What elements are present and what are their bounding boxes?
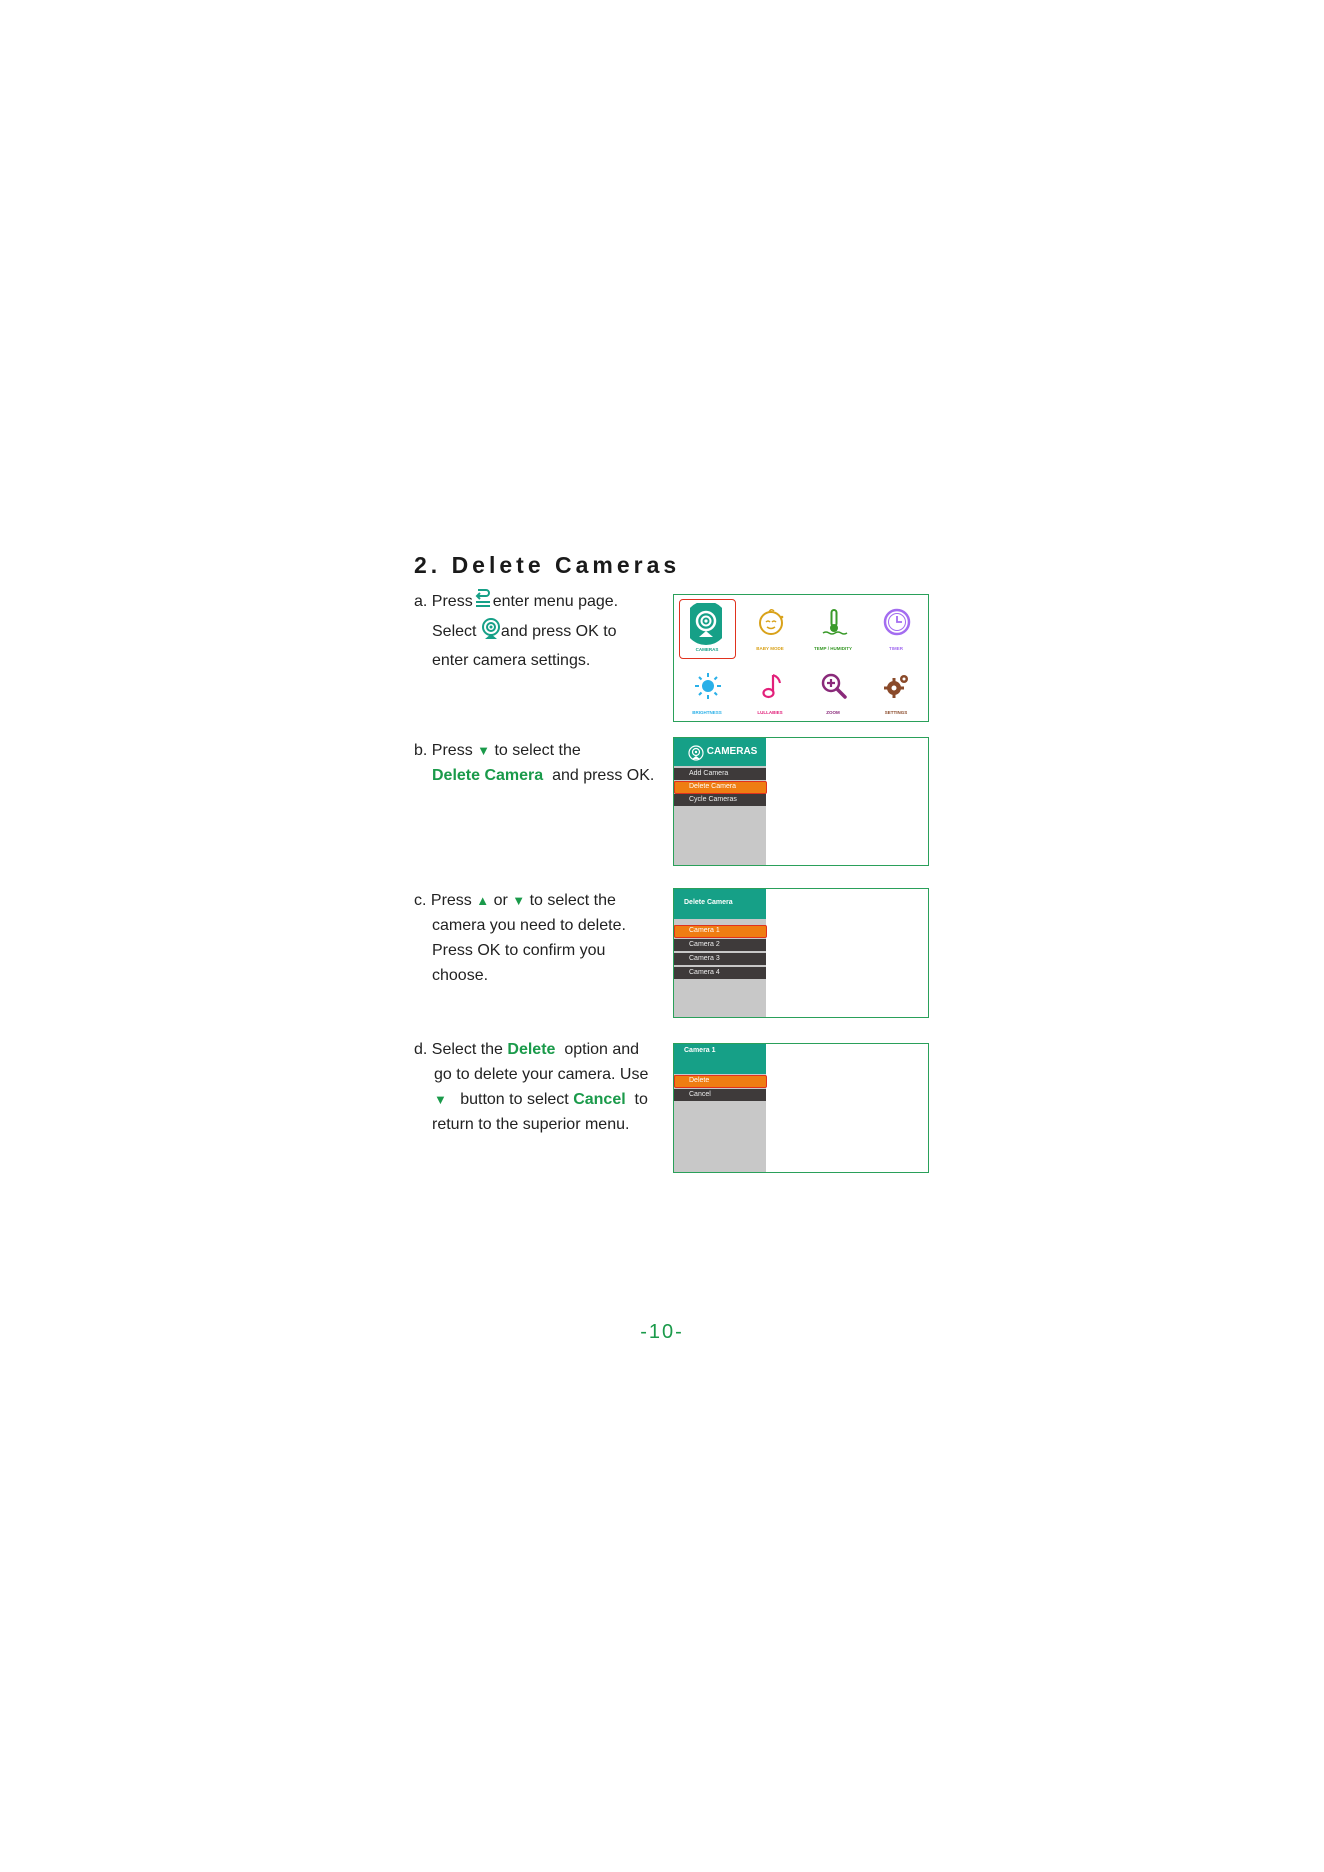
- menu-item-baby-mode[interactable]: BABY MODE: [740, 597, 800, 657]
- zoom-icon: [819, 671, 849, 701]
- clock-icon: [882, 607, 912, 637]
- menu-item-lullabies[interactable]: LULLABIES: [740, 661, 800, 721]
- step-c-line-3: Press OK to confirm you: [432, 942, 606, 959]
- cameras-menu-screen: [673, 737, 929, 866]
- up-arrow-icon: ▲: [476, 893, 490, 908]
- camera-item-1[interactable]: Camera 1: [674, 925, 766, 937]
- camera-icon: [690, 603, 722, 645]
- camera-options-screen: [673, 1043, 929, 1173]
- step-d-line-3: ▼ button to select Cancel to: [434, 1091, 648, 1108]
- down-arrow-icon: ▼: [477, 743, 491, 758]
- selection-highlight: [674, 1075, 767, 1088]
- menu-item-settings[interactable]: SETTINGS: [866, 661, 926, 721]
- camera-icon: [481, 618, 501, 648]
- menu-header: Delete Camera: [674, 889, 766, 919]
- step-c-line-2: camera you need to delete.: [432, 917, 626, 934]
- music-note-icon: [756, 671, 786, 701]
- home-menu-screen: [673, 594, 929, 722]
- baby-face-icon: [756, 607, 786, 637]
- menu-item-cycle-cameras[interactable]: Cycle Cameras: [674, 794, 766, 806]
- step-c-text: [414, 888, 626, 988]
- down-arrow-icon: ▼: [512, 893, 526, 908]
- menu-item-temp-humidity[interactable]: TEMP / HUMIDITY: [803, 597, 863, 657]
- sun-icon: [693, 671, 723, 701]
- thermometer-icon: [819, 607, 849, 637]
- delete-camera-screen: [673, 888, 929, 1018]
- selection-highlight: [674, 925, 767, 938]
- camera-item-3[interactable]: Camera 3: [674, 953, 766, 965]
- menu-item-timer[interactable]: TIMER: [866, 597, 926, 657]
- camera-item-2[interactable]: Camera 2: [674, 939, 766, 951]
- menu-header: CAMERAS: [674, 738, 766, 766]
- step-d-line-2: go to delete your camera. Use: [434, 1066, 649, 1083]
- menu-item-delete-camera[interactable]: Delete Camera: [674, 781, 766, 793]
- return-icon: [473, 588, 493, 618]
- step-a-line-2: Select and press OK to: [414, 618, 618, 648]
- step-b-line-1: b. Press ▼ to select the: [414, 742, 581, 759]
- menu-item-cameras[interactable]: CAMERAS: [677, 597, 737, 657]
- camera-item-4[interactable]: Camera 4: [674, 967, 766, 979]
- step-d-line-1: d. Select the Delete option and: [414, 1041, 640, 1058]
- selection-highlight: [674, 781, 767, 794]
- camera-icon: [688, 742, 704, 770]
- gear-icon: [882, 671, 912, 701]
- step-c-line-1: c. Press ▲ or ▼ to select the: [414, 892, 616, 909]
- step-d-text: [414, 1037, 648, 1137]
- page-number: -10-: [640, 1321, 684, 1343]
- down-arrow-icon: ▼: [434, 1092, 447, 1107]
- menu-item-add-camera[interactable]: Add Camera: [674, 768, 766, 780]
- delete-option[interactable]: Delete: [674, 1075, 766, 1087]
- menu-item-brightness[interactable]: BRIGHTNESS: [677, 661, 737, 721]
- step-d-line-4: return to the superior menu.: [432, 1116, 630, 1133]
- step-b-line-2: Delete Camera and press OK.: [432, 767, 655, 784]
- section-title: 2. Delete Cameras: [414, 552, 681, 578]
- step-a-text: [414, 588, 618, 673]
- step-a-line-3: enter camera settings.: [432, 652, 591, 669]
- step-c-line-4: choose.: [432, 967, 489, 984]
- menu-header: Camera 1: [674, 1044, 766, 1074]
- step-a-line-1: a. Press enter menu page.: [414, 588, 618, 618]
- cancel-option[interactable]: Cancel: [674, 1089, 766, 1101]
- step-b-text: [414, 738, 654, 788]
- menu-item-zoom[interactable]: ZOOM: [803, 661, 863, 721]
